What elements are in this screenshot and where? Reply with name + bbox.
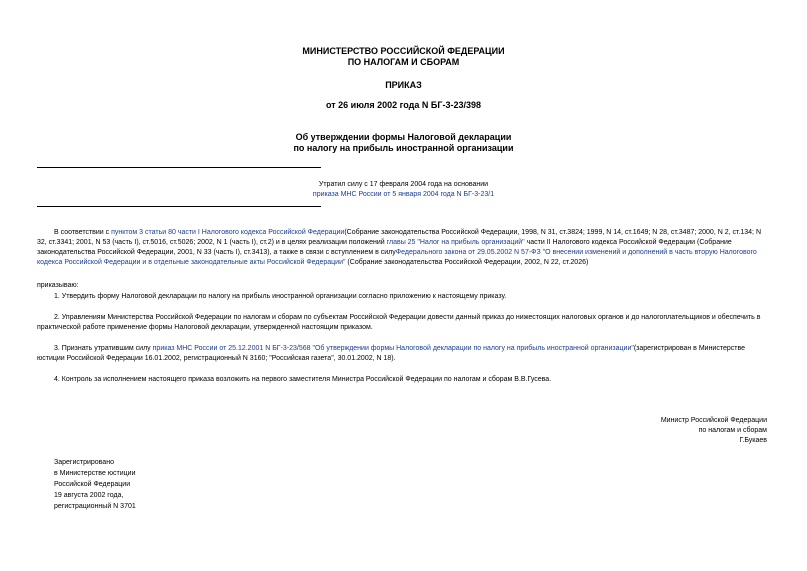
tax-code-article-link[interactable]: пунктом 3 статьи 80 части I Налогового кодекса Российской Федерации <box>111 229 345 236</box>
chapter-25-link[interactable]: главы 25 "Налог на прибыль организаций" <box>386 239 525 246</box>
ministry-line-1: МИНИСТЕРСТВО РОССИЙСКОЙ ФЕДЕРАЦИИ <box>302 46 505 56</box>
order-item-1: 1. Утвердить форму Налоговой декларации по налогу на прибыль иностранной организации согласно приложению к настоящему приказу. <box>54 293 507 300</box>
status-note <box>0 180 807 200</box>
registration-block <box>54 457 254 512</box>
repealed-order-link[interactable]: приказ МНС России от 25.12.2001 N БГ-3-23/568 "Об утверждении формы Налоговой декларации по налогу на прибыль иностранной организации" <box>152 345 634 352</box>
ministry-line-2: ПО НАЛОГАМ И СБОРАМ <box>347 57 460 67</box>
order-item-3-text: (зарегистрирован в Министерстве юстиции Российской Федерации 16.01.2002, регистрационный N 3160; "Российская газета", 30.01.2002, N 18). <box>37 345 745 362</box>
preamble-text: В соответствии с <box>54 229 112 236</box>
preamble-text: части II Налогового кодекса Российской Федерации (Собрание законодательства Российской Федерации, 2001, N 33 (часть I), ст.3413), а также в связи с вступлением в силу <box>37 239 732 256</box>
registration-line-5: регистрационный N 3701 <box>54 503 136 510</box>
registration-line-1: Зарегистрировано <box>54 459 114 466</box>
status-note-link[interactable]: приказа МНС России от 5 января 2004 года N БГ-3-23/1 <box>312 191 495 198</box>
signature-name: Г.Букаев <box>739 437 767 444</box>
ministry-name <box>0 46 807 68</box>
signature-line-2: по налогам и сборам <box>698 427 767 434</box>
order-item-2: 2. Управлениям Министерства Российской Федерации по налогам и сборам по субъектам Российской Федерации довести данный приказ до нижестоящих налоговых органов и до налогоплательщиков и обеспечить в практической работе применение формы Налоговой декларации, утвержденной настоящим приказом. <box>37 314 761 331</box>
order-item-4: 4. Контроль за исполнением настоящего приказа возложить на первого заместителя Министра Российской Федерации по налогам и сборам В.В.Гусева. <box>54 376 552 383</box>
registration-line-4: 19 августа 2002 года, <box>54 492 124 499</box>
federal-law-link[interactable]: Федерального закона от 29.05.2002 N 57-ФЗ "О внесении изменений и дополнений в часть вторую Налогового кодекса Российской Федерации и в отдельные законодательные акты Российской Федерации" <box>37 249 757 266</box>
order-item-3-text: 3. Признать утратившим силу <box>54 345 153 352</box>
document-type: ПРИКАЗ <box>385 80 422 90</box>
document-date-number: от 26 июля 2002 года N БГ-3-23/398 <box>325 100 481 110</box>
registration-line-2: в Министерстве юстиции <box>54 470 136 477</box>
document-title <box>0 132 807 154</box>
signature-line-1: Министр Российской Федерации <box>660 417 767 424</box>
document-title-line-2: по налогу на прибыль иностранной организации <box>293 143 514 153</box>
signature-block <box>560 416 767 446</box>
divider-top <box>37 167 321 168</box>
status-note-text: Утратил силу с 17 февраля 2004 года на основании <box>318 181 489 188</box>
registration-line-3: Российской Федерации <box>54 481 131 488</box>
order-item-3 <box>37 344 770 364</box>
preamble-text: (Собрание законодательства Российской Федерации, 2002, N 22, ст.2026) <box>345 259 589 266</box>
divider-bottom <box>37 206 321 207</box>
document-title-line-1: Об утверждении формы Налоговой декларации <box>295 132 512 142</box>
preamble-text: (Собрание законодательства Российской Федерации, 1998, N 31, ст.3824; 1999, N 14, ст.1649; N 28, ст.3487; 2000, N 2, ст.134; N 32, ст.3341; 2001, N 53 (часть I), ст.5016, ст.5026; 2002, N 1 (часть I), ст.2) и в целях реализации положений <box>37 229 761 246</box>
order-word: приказываю: <box>37 282 79 289</box>
preamble-paragraph <box>37 228 770 268</box>
